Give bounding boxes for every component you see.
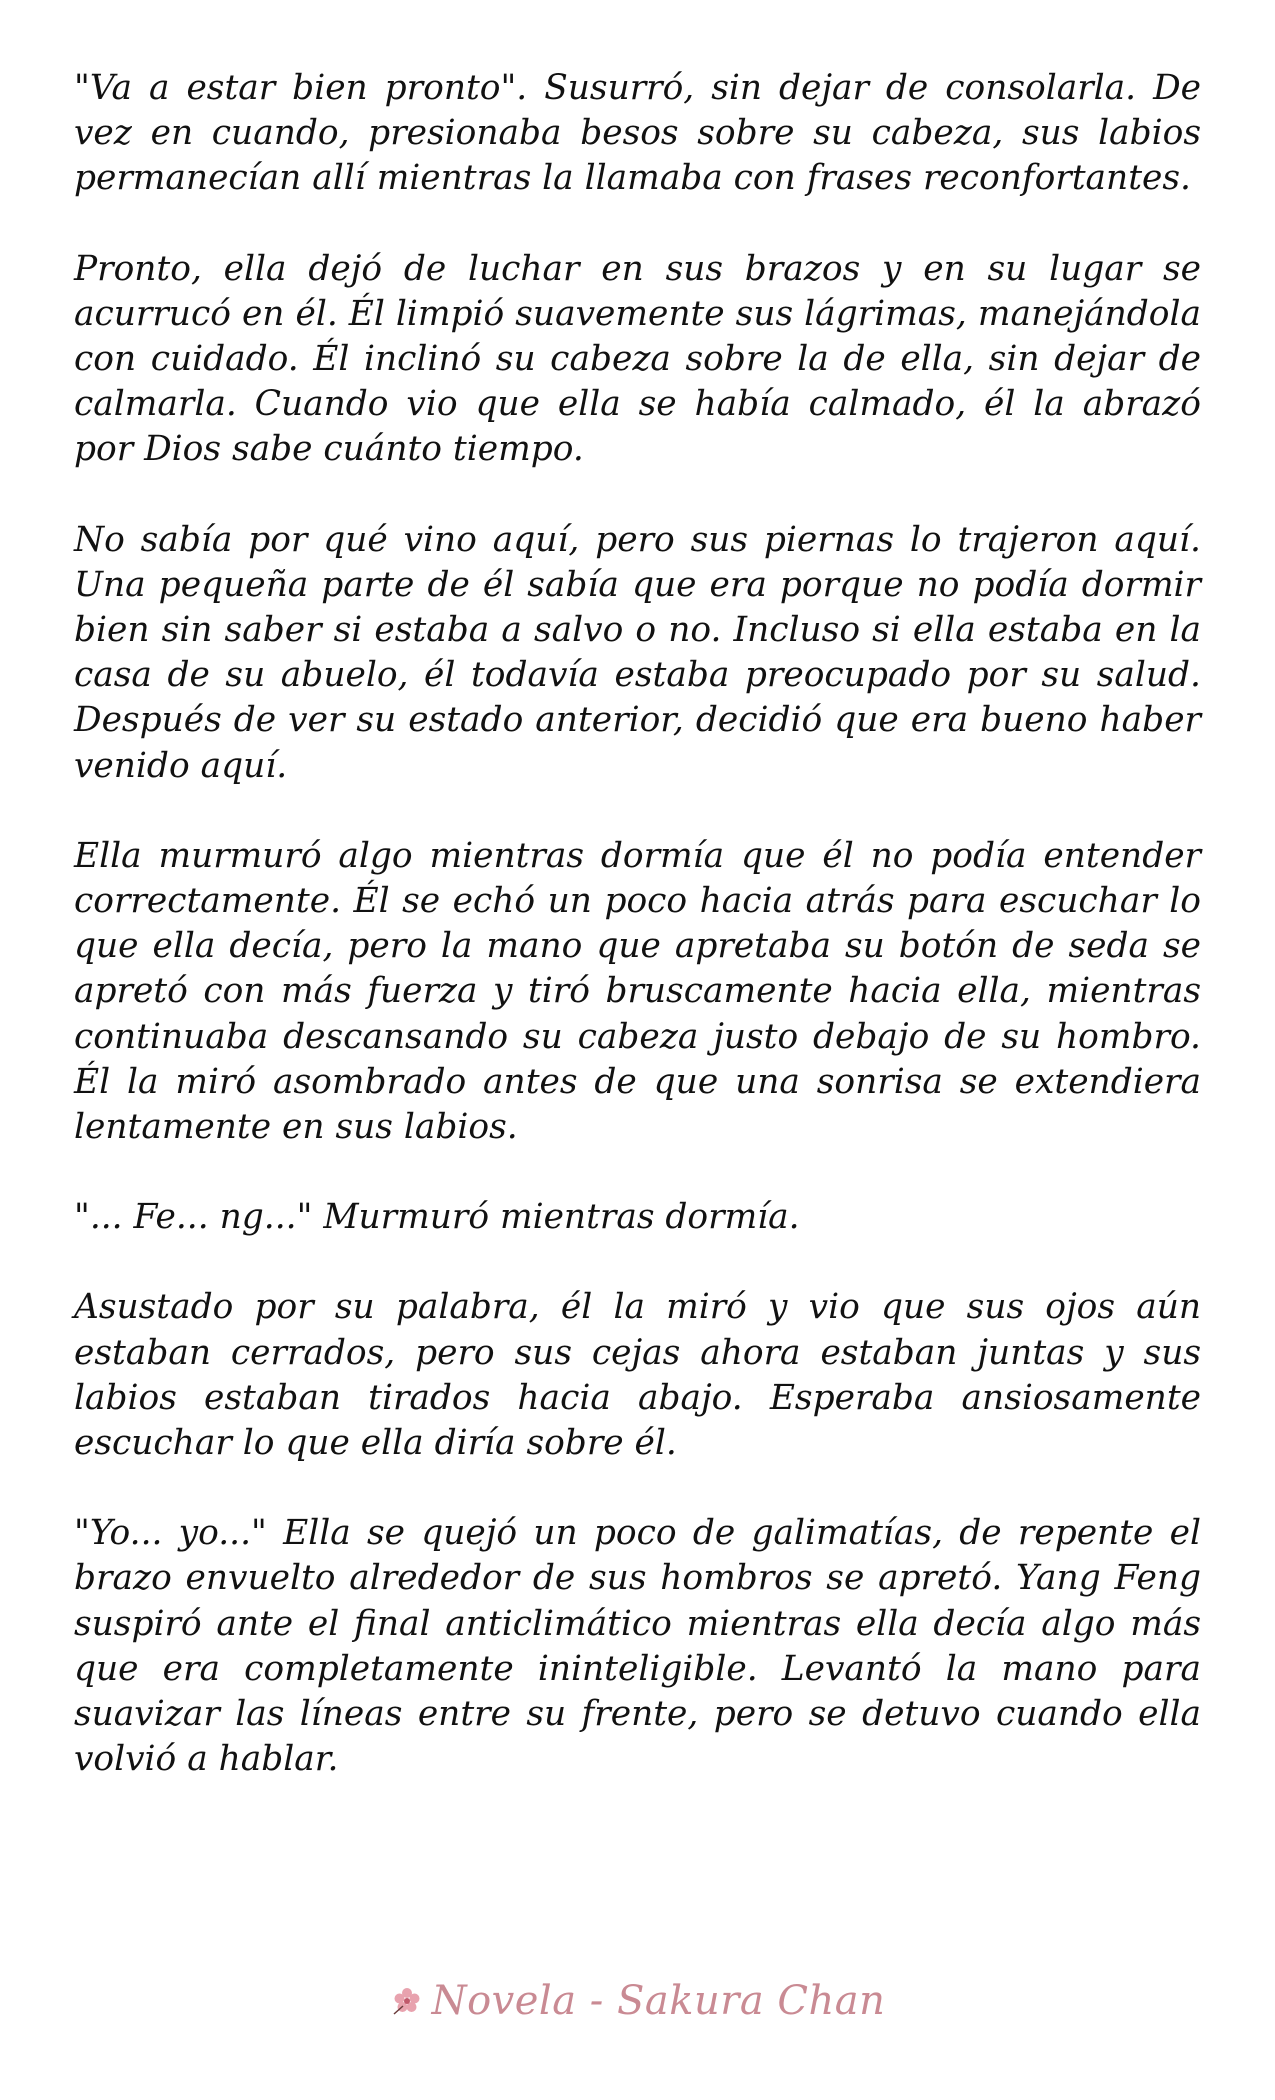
paragraph-1: "Va a estar bien pronto". Susurró, sin dejar de consolarla. De vez en cuando, presionaba besos sobre su cabeza, sus labios permanecían allí mientras la llamaba con frases reconfortantes. [74, 68, 1201, 199]
watermark-footer [0, 1978, 1275, 2038]
paragraph-6: Asustado por su palabra, él la miró y vio que sus ojos aún estaban cerrados, pero sus cejas ahora estaban juntas y sus labios estaban tirados hacia abajo. Esperaba ansiosamente escuchar lo que ella diría sobre él. [74, 1287, 1201, 1464]
document-body [74, 66, 1201, 1828]
paragraph-4: Ella murmuró algo mientras dormía que él no podía entender correctamente. Él se echó un poco hacia atrás para escuchar lo que ella decía, pero la mano que apretaba su botón de seda se apretó con más fuerza y tiró bruscamente hacia ella, mientras continuaba descansando su cabeza justo debajo de su hombro. Él la miró asombrado antes de que una sonrisa se extendiera lentamente en sus labios. [74, 835, 1201, 1148]
paragraph-5: "... Fe... ng..." Murmuró mientras dormía. [74, 1197, 800, 1238]
sakura-flower-icon [390, 1984, 424, 2018]
paragraph-2: Pronto, ella dejó de luchar en sus brazos y en su lugar se acurrucó en él. Él limpió suavemente sus lágrimas, manejándola con cuidado. Él inclinó su cabeza sobre la de ella, sin dejar de calmarla. Cuando vio que ella se había calmado, él la abrazó por Dios sabe cuánto tiempo. [74, 248, 1201, 470]
paragraph-3: No sabía por qué vino aquí, pero sus piernas lo trajeron aquí. Una pequeña parte de él sabía que era porque no podía dormir bien sin saber si estaba a salvo o no. Incluso si ella estaba en la casa de su abuelo, él todavía estaba preocupado por su salud. Después de ver su estado anterior, decidió que era bueno haber venido aquí. [74, 519, 1201, 786]
watermark [390, 1978, 886, 2024]
paragraph-7: "Yo... yo..." Ella se quejó un poco de galimatías, de repente el brazo envuelto alrededor de sus hombros se apretó. Yang Feng suspiró ante el final anticlimático mientras ella decía algo más que era completamente ininteligible. Levantó la mano para suavizar las líneas entre su frente, pero se detuvo cuando ella volvió a hablar. [74, 1513, 1201, 1780]
watermark-text: Novela - Sakura Chan [431, 1978, 886, 2024]
